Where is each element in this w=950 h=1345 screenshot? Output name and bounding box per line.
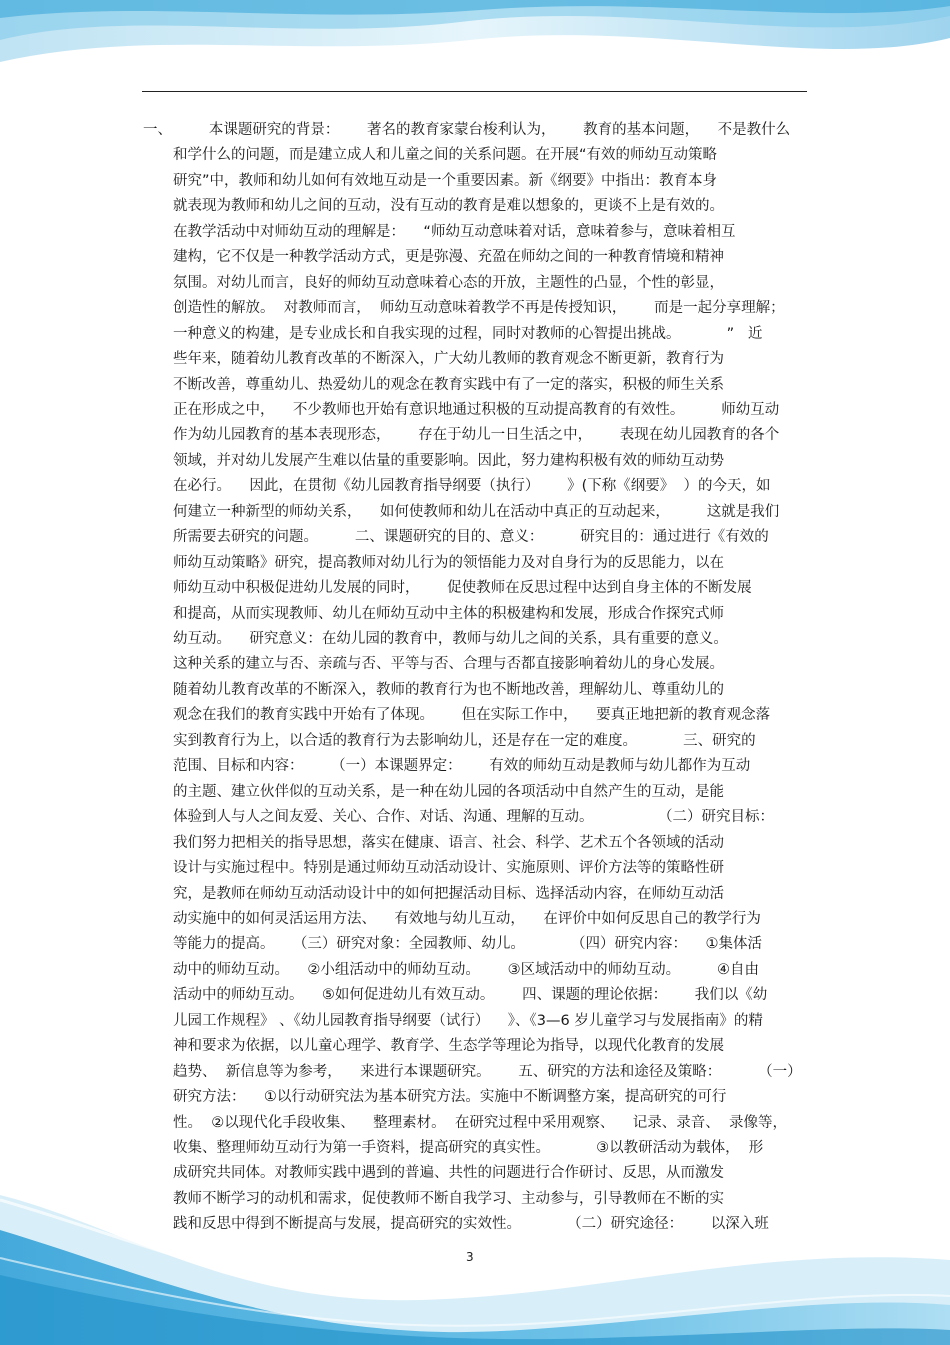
text-line: 儿园工作规程》 、《幼儿园教育指导纲要（试行） 》、《3—6 岁儿童学习与发展指南》的精 xyxy=(173,1012,763,1029)
text-line: 研究”中，教师和幼儿如何有效地互动是一个重要因素。新《纲要》中指出：教育本身 xyxy=(173,172,718,189)
text-line: 实到教育行为上，以合适的教育行为去影响幼儿，还是存在一定的难度。 三、研究的 xyxy=(173,732,756,749)
text-line: 所需要去研究的问题。 二、课题研究的目的、意义： 研究目的：通过进行《有效的 xyxy=(173,529,769,546)
text-line: 领域，并对幼儿发展产生难以估量的重要影响。因此，努力建构积极有效的师幼互动势 xyxy=(173,452,724,469)
text-line: 些年来，随着幼儿教育改革的不断深入，广大幼儿教师的教育观念不断更新，教育行为 xyxy=(173,351,724,368)
text-line: 成研究共同体。对教师实践中遇到的普遍、共性的问题进行合作研讨、反思，从而激发 xyxy=(173,1165,724,1182)
text-line: 和提高，从而实现教师、幼儿在师幼互动中主体的积极建构和发展，形成合作探究式师 xyxy=(173,605,724,622)
text-line: 践和反思中得到不断提高与发展，提高研究的实效性。 （二）研究途径： 以深入班 xyxy=(173,1216,769,1233)
text-line: 一、 本课题研究的背景： 著名的教育家蒙台梭利认为， 教育的基本问题， 不是教什么 xyxy=(143,122,791,138)
text-line: 就表现为教师和幼儿之间的互动，没有互动的教育是难以想象的，更谈不上是有效的。 xyxy=(173,198,724,215)
text-line: 在必行。 因此，在贯彻《幼儿园教育指导纲要（执行） 》(下称《纲要》 ）的今天，如 xyxy=(173,478,771,495)
text-line: 观念在我们的教育实践中开始有了体现。 但在实际工作中， 要真正地把新的教育观念落 xyxy=(173,707,771,724)
page-number: 3 xyxy=(466,1250,474,1264)
text-line: 性。 ②以现代化手段收集、 整理素材。 在研究过程中采用观察、 记录、录音、 录像等， xyxy=(173,1114,788,1131)
text-line: 体验到人与人之间友爱、关心、合作、对话、沟通、理解的互动。 （二）研究目标： xyxy=(173,809,775,826)
text-line: 在教学活动中对师幼互动的理解是： “师幼互动意味着对话，意味着参与，意味着相互 xyxy=(173,223,736,240)
text-line: 趋势、 新信息等为参考， 来进行本课题研究。 五、研究的方法和途径及策略： （一） xyxy=(173,1063,802,1080)
text-line: 师幼互动中积极促进幼儿发展的同时， 促使教师在反思过程中达到自身主体的不断发展 xyxy=(173,580,752,597)
text-line: 氛围。对幼儿而言，良好的师幼互动意味着心态的开放，主题性的凸显，个性的彰显， xyxy=(173,274,724,291)
text-line: 究，是教师在师幼互动活动设计中的如何把握活动目标、选择活动内容，在师幼互动活 xyxy=(173,885,724,902)
text-line: 的主题、建立伙伴似的互动关系，是一种在幼儿园的各项活动中自然产生的互动，是能 xyxy=(173,783,724,800)
text-line: 正在形成之中， 不少教师也开始有意识地通过积极的互动提高教育的有效性。 师幼互动 xyxy=(173,401,780,418)
text-line: 动实施中的如何灵活运用方法、 有效地与幼儿互动， 在评价中如何反思自己的教学行为 xyxy=(173,910,761,927)
text-line: 设计与实施过程中。特别是通过师幼互动活动设计、实施原则、评价方法等的策略性研 xyxy=(173,860,724,877)
text-line: 一种意义的构建，是专业成长和自我实现的过程，同时对教师的心智提出挑战。 ” 近 xyxy=(173,325,763,342)
text-line: 作为幼儿园教育的基本表现形态， 存在于幼儿一日生活之中， 表现在幼儿园教育的各个 xyxy=(173,427,780,444)
text-line: 这种关系的建立与否、亲疏与否、平等与否、合理与否都直接影响着幼儿的身心发展。 xyxy=(173,656,724,673)
text-line: 幼互动。 研究意义：在幼儿园的教育中，教师与幼儿之间的关系，具有重要的意义。 xyxy=(173,631,728,647)
text-line: 收集、整理师幼互动行为第一手资料，提高研究的真实性。 ③以教研活动为载体， 形 xyxy=(173,1140,764,1156)
text-line: 等能力的提高。 （三）研究对象：全园教师、幼儿。 （四）研究内容： ①集体活 xyxy=(173,936,762,953)
text-line: 和学什么的问题，而是建立成人和儿童之间的关系问题。在开展“有效的师幼互动策略 xyxy=(173,147,718,164)
text-line: 动中的师幼互动。 ②小组活动中的师幼互动。 ③区域活动中的师幼互动。 ④自由 xyxy=(173,961,759,978)
text-line: 神和要求为依据，以儿童心理学、教育学、生态学等理论为指导，以现代化教育的发展 xyxy=(173,1038,724,1055)
text-line: 范围、目标和内容： （一）本课题界定： 有效的师幼互动是教师与幼儿都作为互动 xyxy=(173,758,751,775)
text-line: 教师不断学习的动机和需求，促使教师不断自我学习、主动参与，引导教师在不断的实 xyxy=(173,1190,724,1207)
text-line: 师幼互动策略》研究，提高教师对幼儿行为的领悟能力及对自身行为的反思能力，以在 xyxy=(173,554,724,571)
text-line: 何建立一种新型的师幼关系， 如何使教师和幼儿在活动中真正的互动起来， 这就是我们 xyxy=(173,503,780,520)
text-line: 研究方法： ①以行动研究法为基本研究方法。实施中不断调整方案，提高研究的可行 xyxy=(173,1089,727,1106)
text-line: 建构，它不仅是一种教学活动方式，更是弥漫、充盈在师幼之间的一种教育情境和精神 xyxy=(173,249,724,266)
text-line: 活动中的师幼互动。 ⑤如何促进幼儿有效互动。 四、课题的理论依据： 我们以《幼 xyxy=(173,987,768,1004)
text-line: 随着幼儿教育改革的不断深入，教师的教育行为也不断地改善，理解幼儿、尊重幼儿的 xyxy=(173,681,724,698)
text-line: 创造性的解放。 对教师而言， 师幼互动意味着教学不再是传授知识， 而是一起分享理解； xyxy=(173,300,785,317)
text-line: 不断改善，尊重幼儿、热爱幼儿的观念在教育实践中有了一定的落实，积极的师生关系 xyxy=(173,376,724,393)
text-line: 我们努力把相关的指导思想，落实在健康、语言、社会、科学、艺术五个各领域的活动 xyxy=(173,834,724,851)
